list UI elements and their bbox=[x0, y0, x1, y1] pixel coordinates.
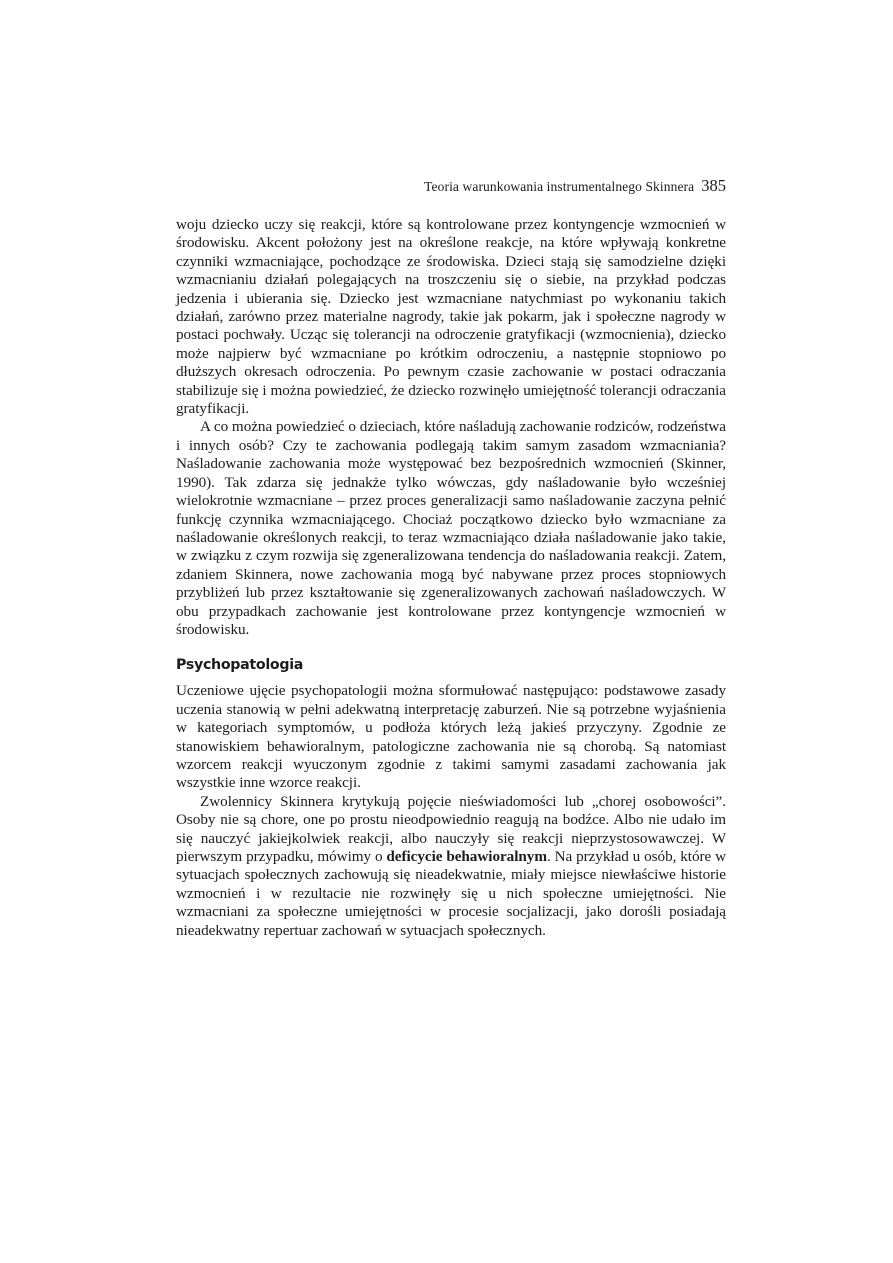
paragraph-4 bbox=[176, 793, 726, 940]
page-body bbox=[176, 216, 726, 940]
paragraph-3: Uczeniowe ujęcie psychopatologii można sformułować następująco: podstawowe zasady uczenia stanowią w pełni adekwatną interpretację zaburzeń. Nie są potrzebne wyjaśnienia w kategoriach symptomów, u podłoża których leżą jakieś przyczyny. Zgodnie ze stanowiskiem behawioralnym, patologiczne zachowania nie są chorobą. Są natomiast wzorcem reakcji wyuczonym zgodnie z takimi samymi zasadami zachowania jak wszystkie inne wzorce reakcji. bbox=[176, 682, 726, 792]
paragraph-4-text-end: . Na przykład u osób, które w sytuacjach społecznych zachowują się nieadekwatnie, miały miejsce niewłaściwe historie wzmocnień i w rezultacie nie rozwinęły się u nich społeczne umiejętności. Nie wzmacniani za społeczne umiejętności w procesie socjalizacji, jako dorośli posiadają nieadekwatny repertuar zachowań w sytuacjach społecznych. bbox=[176, 848, 726, 939]
paragraph-2: A co można powiedzieć o dzieciach, które naśladują zachowanie rodziców, rodzeństwa i innych osób? Czy te zachowania podlegają takim samym zasadom wzmacniania? Naśladowanie zachowania może występować bez bezpośrednich wzmocnień (Skinner, 1990). Tak zdarza się jednakże tylko wówczas, gdy naśladowanie było wcześniej wielokrotnie wzmacniane – przez proces generalizacji samo naśladowanie zaczyna pełnić funkcję czynnika wzmacniającego. Chociaż początkowo dziecko było wzmacniane za naśladowanie określonych reakcji, to teraz wzmacniająco działa naśladowanie jako takie, w związku z czym rozwija się zgeneralizowana tendencja do naśladowania reakcji. Zatem, zdaniem Skinnera, nowe zachowania mogą być nabywane przez proces stopniowych przybliżeń lub przez kształtowanie się zgeneralizowanych zachowań naśladowczych. W obu przypadkach zachowanie jest kontrolowane przez kontyngencje wzmocnień w środowisku. bbox=[176, 418, 726, 638]
section-heading: Psychopatologia bbox=[176, 657, 304, 674]
running-title: Teoria warunkowania instrumentalnego Skinnera bbox=[424, 179, 695, 194]
page-number: 385 bbox=[701, 176, 726, 195]
paragraph-4-text-start: Zwolennicy Skinnera krytykują pojęcie nieświadomości lub „chorej osobowości”. Osoby nie są chore, one po prostu nieodpowiednio reagują na bodźce. Albo nie udało im się nauczyć jakiejkolwiek reakcji, albo nauczyły się reakcji nieprzystosowawczej. W pierwszym przypadku, mówimy o bbox=[176, 792, 726, 865]
paragraph-1: woju dziecko uczy się reakcji, które są kontrolowane przez kontyngencje wzmocnień w środowisku. Akcent położony jest na określone reakcje, na które wpływają konkretne czynniki wzmacniające, pochodzące ze środowiska. Dzieci stają się samodzielne dzięki wzmacnianiu działań polegających na troszczeniu się o siebie, na przykład podczas jedzenia i ubierania się. Dziecko jest wzmacniane natychmiast po wykonaniu takich działań, zarówno przez materialne nagrody, takie jak pokarm, jak i społeczne nagrody w postaci pochwały. Ucząc się tolerancji na odroczenie gratyfikacji (wzmocnienia), dziecko może najpierw być wzmacniane po krótkim odroczeniu, a następnie stopniowo po dłuższych okresach odroczenia. Po pewnym czasie zachowanie w postaci odraczania stabilizuje się i można powiedzieć, że dziecko rozwinęło umiejętność tolerancji odraczania gratyfikacji. bbox=[176, 216, 726, 418]
key-term-bold: deficycie behawioralnym bbox=[386, 848, 547, 865]
running-header bbox=[176, 176, 726, 198]
